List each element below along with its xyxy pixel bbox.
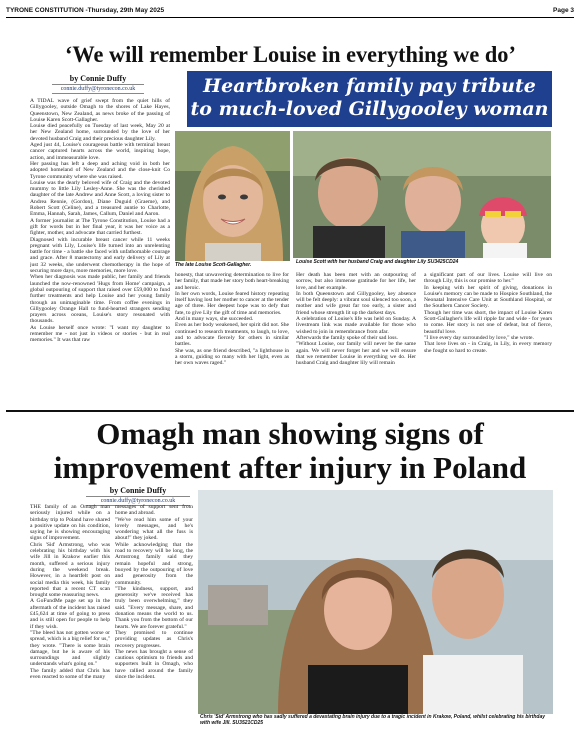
paragraph: The news has brought a sense of cautious optimism to friends and supporters built in Omagh, who have rallied around the family since the incident. [115, 648, 193, 681]
paragraph: Diagnosed with incurable breast cancer while 11 weeks pregnant with Lily, Louise's life turned into an unrelenting battle for time - a battle she faced with unfathomable courage and grace. After 8 mastectomy and early delivery of Lily at just 32 weeks, she underwent chemotherapy in the hope of securing more days, more memories, more love. [30, 236, 170, 275]
story1-column-4 [424, 272, 552, 406]
photo-chris-jill [198, 490, 553, 714]
paragraph: A TIDAL wave of grief swept from the quiet hills of Gillygooley, outside Omagh to the shores of Lake Hayes, Queenstown, New Zealand, as news broke of the passing of Louise Karen Scott-Gallagher. [30, 98, 170, 123]
paragraph: "The kindness, support, and generosity we've received has truly been overwhelming," they said. "Every message, share, and donation means the world to us. Thank you from the bottom of our hearts. We are forever grateful." [115, 585, 193, 630]
story2-column-1 [30, 504, 110, 734]
paragraph: As Louise herself once wrote: "I want my daughter to remember me - not just in videos or stories - but in real memories." It was that raw [30, 324, 170, 344]
paragraph: Even as her body weakened, her spirit did not. She continued to research treatments, to laugh, to love, and to advocate fiercely for others in similar battles. [175, 322, 289, 348]
story1-column-1 [30, 98, 170, 406]
paragraph: A former journalist at The Tyrone Constitution, Louise had a gift for words but in her final year, it was her voice as a fighter, mother, and advocate that carried furthest. [30, 217, 170, 237]
paragraph: Her death has been met with an outpouring of sorrow, but also immense gratitude for her life, her love, and her example. [296, 272, 416, 291]
paragraph: "I live every day surrounded by love," she wrote. [424, 334, 534, 341]
paragraph: "The bleed has not gotten worse or spread, which is a big relief for us," they wrote. "There is some brain damage, but he is aware of his surroundings and slightly understands what's going on." [30, 629, 110, 668]
story2-headline [0, 417, 580, 485]
paragraph: Aged just 44, Louise's courageous battle with terminal breast cancer captured hearts across the world, inspiring hope, action, and immeasurable love. [30, 142, 170, 161]
paragraph: Her passing has left a deep and aching void in both her adopted homeland of New Zealand and the close-knit Co Tyrone community where she was raised. [30, 160, 170, 180]
caption-louise: The late Louise Scott-Gallagher. [175, 262, 252, 268]
paragraph: The family added that Chris has even reacted to some of the many [30, 667, 110, 681]
paragraph: "Without Louise, our family will never be the same again. We will never forget her and we will ensure that we remember Louise in everything we do. Her husband Craig and daughter lily will remain [296, 341, 416, 367]
paragraph: Louise was the dearly beloved wife of Craig and the devoted mummy to little Lily Lesley-Anne. She was the cherished daughter of the late Andrew and Anne Scott, a loving sister to Andrea Rennie, (Gordon), Diane Duguid (Graeme), and Robert Scott (Celine), and a treasured auntie to Charlotte, Emma, Hannah, Sarah, James, Callum, Daniel and Aaron. [30, 179, 170, 218]
paragraph: And in many ways, she succeeded. [175, 316, 254, 323]
caption-chris: Chris 'Sid' Armstrong who has sadly suffered a devastating brain injury due to a tragic incident in Krakow, Poland, whilst celebrating his birthday with wife Jill. SU3521CD25 [200, 714, 546, 726]
paragraph: When her diagnosis was made public, her family and friends launched the now-renowned 'Hugs from Home' campaign, a global outpouring of support that raised over £59,000 to fund further treatments and help Louise and her young family through an unimaginable time. From coffee evenings in Gillygooley Orange Hall to fund-hearted strangers sending prayers across oceans, Louise's story resonated with thousands. [30, 274, 170, 325]
story1-headline [0, 40, 580, 70]
banner-line-1: Heartbroken family pay tribute [203, 75, 536, 97]
paragraph: They promised to continue providing updates as Chris's recovery progresses. [115, 629, 193, 649]
story1-byline-email: connie.duffy@tyronecon.co.uk [52, 84, 144, 94]
paragraph: In both Queenstown and Gillygooley, key absence will be felt deeply: a vibrant soul silenced too soon, a mother and wife great far too early, a sister and friend whose strength lit up the darkest days. [296, 290, 416, 316]
paragraph: She was, as one friend described, "a lighthouse in a storm, guiding so many with her light, even as her own waves raged." [175, 347, 289, 367]
photo-family [293, 131, 551, 258]
paragraph: A celebration of Louise's life was held on Sunday. A livestream link was made available for those who wished to join in remembrance from afar. [296, 316, 416, 335]
banner-line-2: to much-loved Gillygooley woman [190, 98, 549, 120]
story2-byline-name: by Connie Duffy [109, 486, 167, 495]
story2-byline-email: connie.duffy@tyronecon.co.uk [86, 496, 190, 506]
photo-louise-image [175, 131, 290, 261]
paragraph: messages of support sent from home and abroad. [115, 504, 193, 517]
paragraph: In keeping with her spirit of giving, donations in Louise's memory can be made to Hospice Southland, the Neonatal Intensive Care Unit at Southland Hospital, or the Southern Cancer Society. [424, 284, 552, 310]
caption-family: Louise Scott with her husband Craig and daughter Lily SU3425CD24 [296, 259, 459, 265]
page-number: Page 3 [553, 6, 574, 14]
paragraph: Chris 'Sid' Armstrong, who was celebrating his birthday with his wife Jill in Krakow earlier this month, suffered a serious injury during the weekend break. However, in a heartfelt post on social media this week, his family reported that a recent CT scan brought some reassuring news. [30, 541, 110, 599]
story1-byline-name: by Connie Duffy [69, 74, 127, 83]
paragraph: THE family of an Omagh man seriously injured while on a birthday trip to Poland have shared a positive update on his condition, saying he is showing encouraging signs of improvement. [30, 504, 110, 542]
story2-byline [86, 486, 190, 506]
paragraph: While acknowledging that the road to recovery will be long, the Armstrong family said they remain hopeful and strong, buoyed by the outpouring of love and generosity from the community. [115, 541, 193, 586]
paragraph: That love lives on - in Craig, in Lily, in every memory she fought so hard to create. [424, 341, 552, 354]
story1-byline [52, 74, 144, 94]
paragraph: A GoFundMe page set up in the aftermath of the incident has raised £45,624 at time of going to press and is still open for people to help if they wish. [30, 598, 110, 630]
photo-family-image [293, 131, 551, 258]
masthead [6, 4, 574, 16]
photo-louise [175, 131, 290, 261]
story-divider [6, 410, 574, 412]
paragraph: Afterwards the family spoke of their sad loss. [296, 334, 398, 341]
paragraph: Though her time was short, the impact of Louise Karen Scott-Gallagher's life will ripple far and wide - for years to come. Her story is not one of defeat, but of fierce, beautiful love. [424, 309, 552, 335]
story1-headline-text: ‘We will remember Louise in everything we do’ [64, 42, 516, 67]
masthead-left: TYRONE CONSTITUTION -Thursday, 29th May 2025 [6, 6, 165, 14]
paragraph: a significant part of our lives. Louise will live on through Lily, this is our promise to her." [424, 272, 552, 285]
paragraph: "We've read him some of your lovely messages, and he's wondering what all the fuss is about!" they joked. [115, 516, 193, 542]
photo-chris-jill-image [198, 490, 553, 714]
paragraph: honesty, that unwavering determination to live for her family, that made her story both heart-breaking and heroic. [175, 272, 289, 291]
masthead-rule [6, 17, 574, 18]
story2-column-2 [115, 504, 193, 734]
story2-headline-line-1: Omagh man showing signs of [96, 416, 484, 451]
story2-headline-line-2: improvement after injury in Poland [53, 450, 527, 485]
story1-banner [187, 71, 552, 127]
story1-column-2 [175, 272, 289, 406]
paragraph: In her own words, Louise feared history repeating itself having lost her mother to cancer at the tender age of three. Her deepest hope was to defy that fate, to give Lily the gift of time and memories. [175, 290, 289, 316]
paragraph: Louise died peacefully on Tuesday of last week, May 20 at her New Zealand home, surrounded by the love of her devoted husband Craig and their precious daughter Lily. [30, 123, 170, 142]
story1-column-3 [296, 272, 416, 406]
